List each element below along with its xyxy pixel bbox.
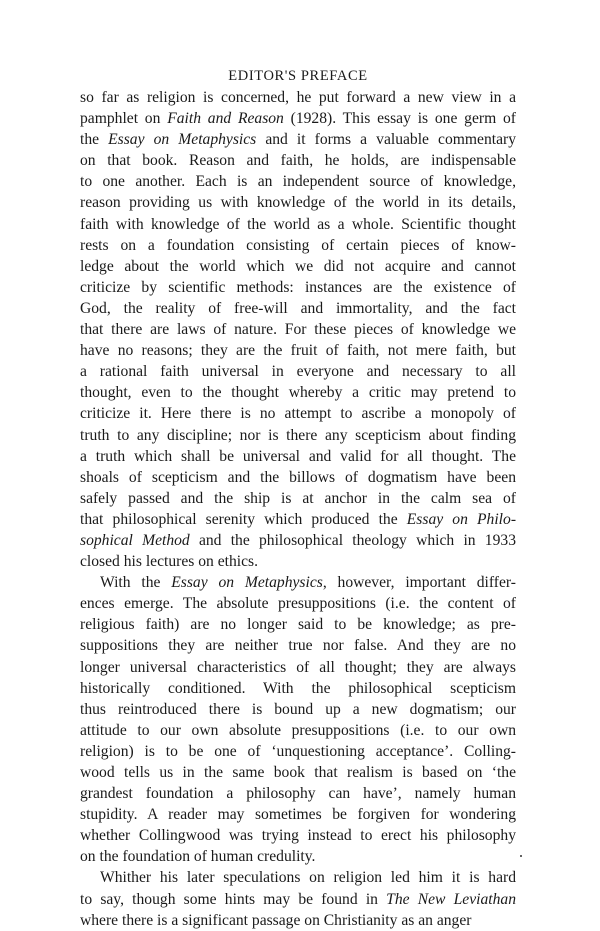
- text-line: [80, 425, 516, 446]
- text-line: [80, 783, 516, 804]
- text-line: [80, 340, 516, 361]
- text-run: suppositions they are neither true nor false. And they are no: [80, 637, 516, 655]
- text-run: (1928). This essay is one germ of: [283, 110, 516, 128]
- text-run: faith with knowledge of the world as a whole. Scientific thought: [80, 215, 516, 233]
- text-run: Whither his later speculations on religion led him it is hard: [100, 869, 516, 887]
- text-run: reason providing us with knowledge of the world in its details,: [80, 194, 516, 212]
- text-run: ences emerge. The absolute presuppositions (i.e. the content of: [80, 595, 516, 613]
- italic-title: sophical Method: [80, 531, 190, 549]
- italic-title: Faith and Reason: [167, 110, 284, 128]
- text-line: [80, 867, 516, 888]
- italic-title: Essay on Metaphysics: [171, 574, 323, 592]
- text-run: closed his lectures on ethics.: [80, 553, 258, 571]
- text-run: the: [80, 131, 109, 149]
- text-line: [80, 256, 516, 277]
- text-run: and it forms a valuable commentary: [256, 131, 516, 149]
- text-line: [80, 403, 516, 424]
- text-run: safely passed and the ship is at anchor in the calm sea of: [80, 489, 516, 507]
- text-line: [80, 192, 516, 213]
- text-run: whether Collingwood was trying instead to erect his philosophy: [80, 827, 516, 845]
- text-run: pamphlet on: [80, 110, 168, 128]
- text-line: [80, 171, 516, 192]
- text-line: [80, 910, 516, 931]
- text-run: have no reasons; they are the fruit of faith, not mere faith, but: [80, 342, 516, 360]
- text-line: [80, 530, 516, 551]
- italic-title: The New Leviathan: [386, 890, 516, 908]
- text-run: that philosophical serenity which produced the: [80, 510, 407, 528]
- text-run: , however, important differ-: [322, 574, 516, 592]
- text-run: that there are laws of nature. For these pieces of knowledge we: [80, 321, 516, 339]
- text-run: God, the reality of free-will and immortality, and the fact: [80, 299, 516, 317]
- text-run: so far as religion is concerned, he put forward a new view in a: [80, 89, 516, 106]
- text-run: criticize by scientific methods: instances are the existence of: [80, 278, 516, 296]
- text-run: ledge about the world which we did not acquire and cannot: [80, 257, 516, 275]
- text-line: [80, 361, 516, 382]
- text-run: religion) is to be one of ‘unquestioning acceptance’. Colling-: [80, 742, 516, 760]
- text-run: longer universal characteristics of all thought; they are always: [80, 658, 516, 676]
- text-line: [80, 382, 516, 403]
- stray-ink-mark: [520, 855, 522, 857]
- text-run: a rational faith universal in everyone and necessary to all: [80, 363, 516, 381]
- text-line: [80, 825, 516, 846]
- text-line: [80, 572, 516, 593]
- text-line: [80, 889, 516, 910]
- text-line: [80, 488, 516, 509]
- italic-title: Essay on Philo-: [406, 510, 517, 528]
- text-run: to one another. Each is an independent source of knowledge,: [80, 173, 516, 191]
- text-line: [80, 277, 516, 298]
- text-line: [80, 678, 516, 699]
- text-run: on that book. Reason and faith, he holds, are indispensable: [80, 152, 516, 170]
- text-line: [80, 846, 516, 867]
- text-run: where there is a significant passage on Christianity as an anger: [80, 911, 472, 929]
- text-run: to say, though some hints may be found in: [80, 890, 387, 908]
- text-run: criticize it. Here there is no attempt to ascribe a monopoly of: [80, 405, 516, 423]
- text-line: [80, 699, 516, 720]
- text-line: [80, 467, 516, 488]
- text-run: on the foundation of human credulity.: [80, 848, 316, 866]
- text-line: [80, 235, 516, 256]
- text-run: wood tells us in the same book that realism is based on ‘the: [80, 764, 516, 781]
- text-line: [80, 551, 516, 572]
- text-line: [80, 509, 516, 530]
- text-run: rests on a foundation consisting of certain pieces of know-: [80, 236, 516, 254]
- text-run: and the philosophical theology which in 1933: [189, 531, 516, 549]
- text-line: [80, 593, 516, 614]
- text-line: [80, 446, 516, 467]
- text-run: With the: [100, 574, 172, 592]
- text-line: [80, 129, 516, 150]
- text-run: religious faith) are no longer said to be knowledge; as pre-: [80, 616, 516, 634]
- text-line: [80, 214, 516, 235]
- text-run: thus reintroduced there is bound up a new dogmatism; our: [80, 700, 516, 718]
- text-run: a truth which shall be universal and valid for all thought. The: [80, 447, 516, 465]
- text-run: thought, even to the thought whereby a critic may pretend to: [80, 384, 516, 402]
- text-run: attitude to our own absolute presuppositions (i.e. to our own: [80, 721, 516, 739]
- running-head: EDITOR'S PREFACE: [228, 68, 368, 84]
- italic-title: Essay on Metaphysics: [108, 131, 257, 149]
- text-line: [80, 87, 516, 108]
- text-line: [80, 720, 516, 741]
- text-line: [80, 108, 516, 129]
- text-run: shoals of scepticism and the billows of dogmatism have been: [80, 468, 516, 486]
- text-line: [80, 635, 516, 656]
- text-line: [80, 762, 516, 783]
- paragraph: [80, 87, 516, 572]
- text-line: [80, 150, 516, 171]
- text-run: stupidity. A reader may sometimes be forgiven for wondering: [80, 806, 516, 824]
- text-line: [80, 741, 516, 762]
- paragraph: [80, 572, 516, 867]
- text-run: truth to any discipline; nor is there any scepticism about finding: [80, 426, 516, 444]
- text-line: [80, 614, 516, 635]
- body-text: [80, 87, 516, 931]
- book-page: [80, 66, 516, 931]
- text-line: [80, 298, 516, 319]
- text-line: [80, 804, 516, 825]
- paragraph: [80, 867, 516, 930]
- text-run: historically conditioned. With the philosophical scepticism: [80, 679, 516, 697]
- text-run: grandest foundation a philosophy can have’, namely human: [80, 785, 516, 803]
- text-line: [80, 657, 516, 678]
- text-line: [80, 319, 516, 340]
